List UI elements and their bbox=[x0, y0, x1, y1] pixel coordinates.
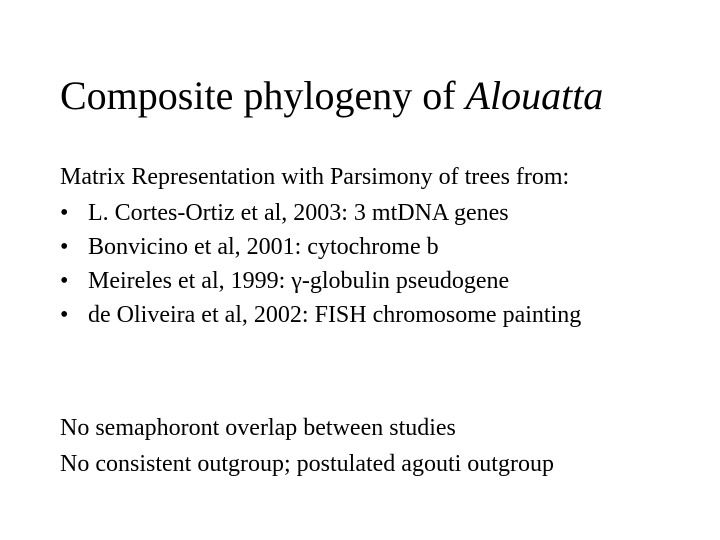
note-line: No semaphoront overlap between studies bbox=[60, 415, 456, 441]
intro-text: Matrix Representation with Parsimony of trees from: bbox=[60, 164, 570, 190]
list-item bbox=[60, 196, 680, 230]
bullet-icon: • bbox=[60, 234, 69, 260]
list-item bbox=[60, 298, 680, 332]
source-list bbox=[60, 196, 680, 332]
list-item-text: de Oliveira et al, 2002: FISH chromosome painting bbox=[88, 302, 582, 328]
bullet-icon: • bbox=[60, 268, 69, 294]
bullet-icon: • bbox=[60, 302, 69, 328]
notes bbox=[60, 410, 554, 482]
list-item bbox=[60, 230, 680, 264]
list-item-text: Bonvicino et al, 2001: cytochrome b bbox=[88, 234, 439, 260]
title-genus-name: Alouatta bbox=[465, 73, 604, 118]
list-item bbox=[60, 264, 680, 298]
title-text: Composite phylogeny of bbox=[60, 73, 466, 118]
list-item-text: Meireles et al, 1999: γ-globulin pseudogene bbox=[88, 268, 510, 294]
bullet-icon: • bbox=[60, 200, 69, 226]
note-line: No consistent outgroup; postulated agouti outgroup bbox=[60, 451, 554, 477]
slide-title bbox=[60, 70, 603, 122]
list-item-text: L. Cortes-Ortiz et al, 2003: 3 mtDNA genes bbox=[88, 200, 509, 226]
